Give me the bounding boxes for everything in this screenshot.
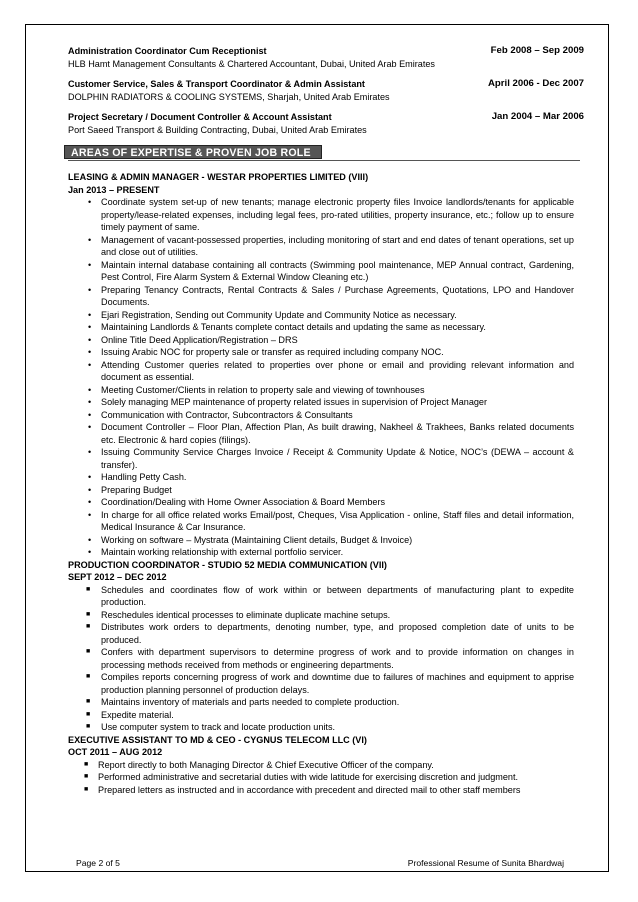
duty-text: Preparing Budget [101, 484, 172, 495]
prior-role [68, 45, 584, 70]
list-item [68, 771, 574, 784]
list-item [68, 484, 574, 497]
list-item [68, 409, 574, 422]
bullet-icon: • [88, 309, 92, 320]
experience-sections [68, 171, 574, 796]
bullet-icon: • [88, 497, 92, 507]
list-item [68, 759, 574, 772]
bullet-icon: • [88, 234, 92, 245]
footer-title: Professional Resume of Sunita Bhardwaj [407, 858, 564, 868]
role-title: Project Secretary / Document Controller & Account Assistant [68, 112, 332, 122]
bullet-icon: • [88, 547, 92, 557]
bullet-icon: • [88, 322, 92, 332]
bullet-icon: • [88, 259, 92, 270]
duty-text: Maintains inventory of materials and parts needed to complete production. [101, 697, 400, 707]
list-item [68, 546, 574, 559]
duty-list [68, 759, 574, 797]
list-item [68, 534, 574, 547]
bullet-icon: ■ [86, 698, 91, 705]
list-item [68, 646, 574, 671]
list-item [68, 334, 574, 347]
duty-text: Performed administrative and secretarial duties with wide latitude for exercising discretion and judgment. [98, 772, 519, 782]
duty-text: Report directly to both Managing Director & Chief Executive Officer of the company. [98, 759, 434, 770]
list-item [68, 671, 574, 696]
section-heading: PRODUCTION COORDINATOR - STUDIO 52 MEDIA COMMUNICATION (VII) [68, 559, 387, 570]
page-footer [76, 858, 564, 868]
bullet-icon: ■ [84, 773, 89, 780]
bullet-icon: • [88, 409, 92, 420]
bullet-icon: • [88, 484, 92, 495]
list-item [68, 696, 574, 709]
duty-text: Working on software – Mystrata (Maintaining Client details, Budget & Invoice) [101, 534, 413, 545]
duty-list [68, 196, 574, 559]
duty-text: Issuing Community Service Charges Invoice / Receipt & Community Update & Notice, NOC’s (DEWA – account & transfer). [101, 447, 574, 470]
duty-text: Meeting Customer/Clients in relation to property sale and viewing of townhouses [101, 384, 425, 395]
bullet-icon: • [88, 384, 92, 395]
duty-text: Distributes work orders to departments, denoting number, type, and proposed completion date of units to be produced. [101, 622, 574, 645]
bullet-icon: • [88, 334, 92, 345]
role-company: DOLPHIN RADIATORS & COOLING SYSTEMS, Sharjah, United Arab Emirates [68, 91, 390, 102]
bullet-icon: • [88, 397, 92, 407]
section-heading: EXECUTIVE ASSISTANT TO MD & CEO - CYGNUS TELECOM LLC (VI) [68, 734, 367, 745]
bullet-icon: • [88, 359, 92, 370]
bullet-icon: • [88, 197, 92, 207]
list-item [68, 471, 574, 484]
bullet-icon: ■ [86, 623, 91, 630]
bullet-icon: ■ [86, 610, 91, 618]
duty-text: Maintain working relationship with external portfolio servicer. [101, 547, 344, 557]
bullet-icon: • [88, 347, 92, 357]
duty-text: Prepared letters as instructed and in accordance with precedent and directed mail to other staff members [98, 784, 521, 795]
list-item [68, 721, 574, 734]
duty-text: Issuing Arabic NOC for property sale or transfer as required including company NOC. [101, 347, 444, 357]
resume-content [68, 45, 584, 796]
duty-text: Schedules and coordinates flow of work within or between departments of manufacturing plant to expedite production. [101, 584, 574, 607]
experience-section [68, 559, 574, 734]
experience-section [68, 171, 574, 559]
bullet-icon: • [88, 284, 92, 295]
list-item [68, 346, 574, 359]
role-title: Customer Service, Sales & Transport Coordinator & Admin Assistant [68, 79, 365, 89]
duty-text: Attending Customer queries related to properties over phone or email and providing relevant information and document as essential. [101, 359, 574, 382]
list-item [68, 609, 574, 622]
bullet-icon: • [88, 447, 92, 457]
bullet-icon: • [88, 509, 92, 520]
duty-text: In charge for all office related works Email/post, Cheques, Visa Application - online, Staff files and detail information, Medical Insurance & Car Insurance. [101, 509, 574, 532]
duty-text: Use computer system to track and locate production units. [101, 722, 336, 732]
list-item [68, 259, 574, 284]
prior-role [68, 78, 584, 103]
duty-text: Solely managing MEP maintenance of property related issues in supervision of Project Manager [101, 397, 488, 407]
duty-text: Maintaining Landlords & Tenants complete contact details and updating the same as necessary. [101, 322, 486, 332]
section-period: Jan 2013 – PRESENT [68, 184, 160, 195]
duty-text: Coordination/Dealing with Home Owner Association & Board Members [101, 497, 386, 507]
role-company: Port Saeed Transport & Building Contracting, Dubai, United Arab Emirates [68, 124, 367, 135]
section-heading: LEASING & ADMIN MANAGER - WESTAR PROPERTIES LIMITED (VIII) [68, 172, 369, 182]
list-item [68, 396, 574, 409]
duty-text: Online Title Deed Application/Registration – DRS [101, 334, 298, 345]
section-banner: AREAS OF EXPERTISE & PROVEN JOB ROLE [64, 145, 322, 159]
duty-text: Ejari Registration, Sending out Community Update and Community Notice as necessary. [101, 309, 457, 320]
list-item [68, 384, 574, 397]
duty-text: Expedite material. [101, 709, 174, 720]
role-company: HLB Hamt Management Consultants & Chartered Accountant, Dubai, United Arab Emirates [68, 58, 435, 69]
duty-text: Compiles reports concerning progress of work and downtime due to failures of machines and equipment to apprise production planning personnel of production delays. [101, 672, 574, 695]
duty-text: Document Controller – Floor Plan, Affection Plan, As built drawing, Nakheel & Trakhees, Banks related documents etc. Electronic & hard copies (filings). [101, 422, 574, 445]
list-item [68, 509, 574, 534]
list-item [68, 584, 574, 609]
list-item [68, 784, 574, 797]
bullet-icon: ■ [84, 785, 89, 793]
list-item [68, 196, 574, 234]
bullet-icon: • [88, 422, 92, 432]
role-dates: Feb 2008 – Sep 2009 [490, 45, 584, 56]
role-dates: April 2006 - Dec 2007 [488, 78, 584, 89]
section-period: OCT 2011 – AUG 2012 [68, 747, 163, 757]
section-period: SEPT 2012 – DEC 2012 [68, 572, 167, 582]
section-banner-row [68, 144, 580, 161]
duty-text: Communication with Contractor, Subcontractors & Consultants [101, 409, 353, 420]
bullet-icon: ■ [86, 673, 91, 680]
experience-section [68, 734, 574, 797]
role-title: Administration Coordinator Cum Receptionist [68, 46, 267, 56]
list-item [68, 284, 574, 309]
prior-roles [68, 45, 584, 136]
bullet-icon: ■ [84, 760, 89, 768]
duty-list [68, 584, 574, 734]
bullet-icon: • [88, 534, 92, 545]
role-dates: Jan 2004 – Mar 2006 [491, 111, 584, 122]
list-item [68, 496, 574, 509]
bullet-icon: ■ [86, 648, 91, 655]
duty-text: Reschedules identical processes to eliminate duplicate machine setups. [101, 609, 391, 620]
prior-role [68, 111, 584, 136]
duty-text: Management of vacant-possessed properties, including monitoring of start and end dates of tenant operations, set up and close out of utilities. [101, 234, 574, 257]
list-item [68, 309, 574, 322]
bullet-icon: ■ [86, 585, 91, 593]
bullet-icon: ■ [86, 710, 91, 718]
list-item [68, 446, 574, 471]
duty-text: Preparing Tenancy Contracts, Rental Contracts & Sales / Purchase Agreements, Quotations, LPO and Handover Documents. [101, 284, 574, 307]
list-item [68, 421, 574, 446]
duty-text: Maintain internal database containing all contracts (Swimming pool maintenance, MEP Annual contract, Gardening, Pest Control, Fire Alarm System & External Window Cleaning etc.) [101, 259, 574, 282]
list-item [68, 621, 574, 646]
bullet-icon: • [88, 472, 92, 482]
duty-text: Handling Petty Cash. [101, 472, 187, 482]
list-item [68, 359, 574, 384]
list-item [68, 321, 574, 334]
duty-text: Confers with department supervisors to determine progress of work and to provide information on changes in processing methods received from methods or engineering departments. [101, 647, 574, 670]
list-item [68, 709, 574, 722]
page-number: Page 2 of 5 [76, 858, 120, 868]
duty-text: Coordinate system set-up of new tenants; manage electronic property files Invoice landlords/tenants for applicable property/lease-related expenses, including legal fees, pro-rated utilities, property insurance, etc.; follow up to ensure timely payment of same. [101, 197, 574, 232]
bullet-icon: ■ [86, 723, 91, 730]
list-item [68, 234, 574, 259]
